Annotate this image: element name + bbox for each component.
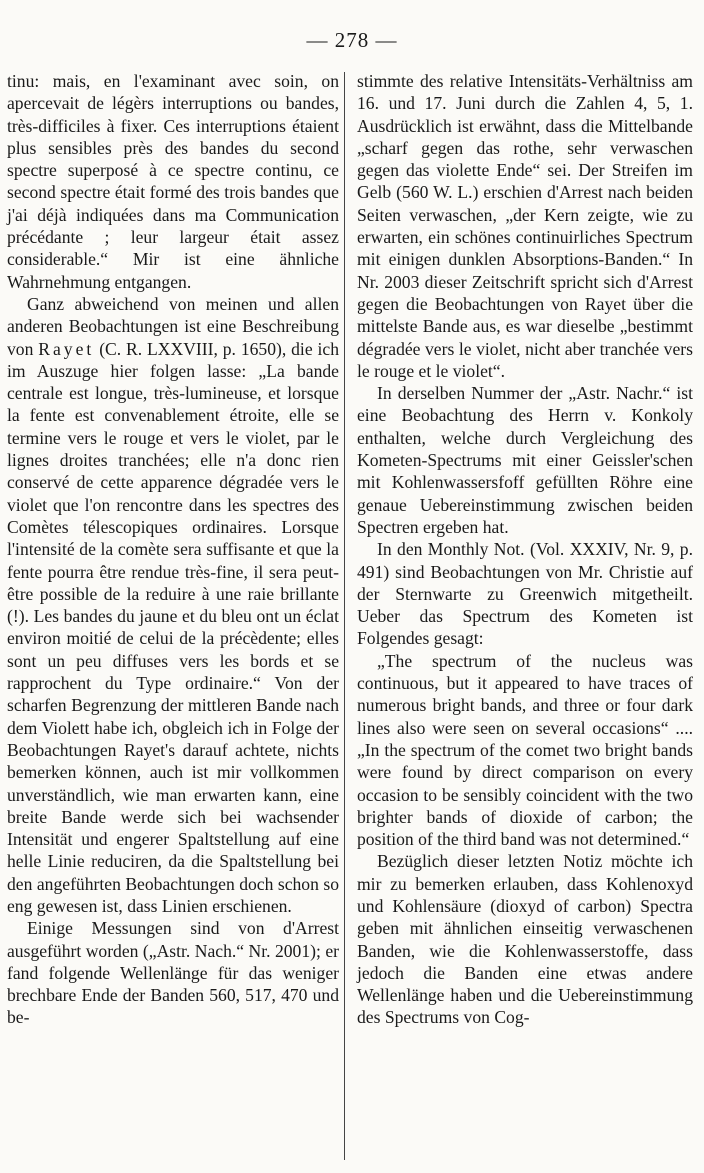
author-name: Rayet bbox=[38, 338, 95, 359]
paragraph-text: (C. R. LXXVIII, p. 1650), die ich im Auszuge hier folgen lasse: „La bande centrale est longue, très-lumineuse, et lorsque la fente est convenablement étroite, elle se termine vers le rouge et vers le violet, par le lignes droites tranchées; elle n'a donc rien conservé de cette apparence dégradée vers le violet que l'on rencontre dans les spectres des Comètes télescopiques ordinaires. Lorsque l'intensité de la comète sera suffisante et que la fente pourra être rendue très-fine, il sera peut-être possible de la reduire à une raie brillante (!). Les bandes du jaune et du bleu ont un éclat environ moitié de celui de la précèdente; elles sont un peu diffuses vers les bords et se rapprochent du Type ordinaire.“ Von der scharfen Begrenzung der mittleren Bande nach dem Violett habe ich, obgleich ich in Folge der Beobachtungen Rayet's darauf achtete, nichts bemerken können, auch ist mir vollkommen unverständlich, wie man erwarten kann, eine breite Bande werde sich bei wachsender Intensität und engerer Spaltstellung auf eine helle Linie reduciren, da die Spaltstellung bei den angeführten Beobachtungen doch schon so eng gewesen ist, dass Linien erschienen. bbox=[7, 338, 339, 916]
paragraph-text: Ganz abweichend von meinen und allen anderen Beobachtungen ist eine Beschreibung von bbox=[7, 293, 339, 359]
paragraph: tinu: mais, en l'examinant avec soin, on apercevait de légèrs interruptions ou bandes, très-difficiles à fixer. Ces interruptions étaient plus sensibles près des bandes du second spectre superposé à ce spectre continu, ce second spectre était formé des trois bandes que j'ai déjà indiquées dans ma Communication précédante ; leur largeur était assez considerable.“ Mir ist eine ähnliche Wahrnehmung entgangen. bbox=[7, 71, 339, 292]
column-divider bbox=[344, 72, 345, 1160]
paragraph: In derselben Nummer der „Astr. Nachr.“ ist eine Beobachtung des Herrn v. Konkoly enthalten, welche durch Vergleichung des Kometen-Spectrums mit einer Geissler'schen mit Kohlenwassersfoff gefüllten Röhre eine genaue Uebereinstimmung zwischen beiden Spectren ergeben hat. bbox=[357, 383, 693, 537]
page-number: — 278 — bbox=[306, 28, 398, 52]
quotation: „The spectrum of the nucleus was continuous, but it appeared to have traces of numerous bright bands, and three or four dark lines also were seen on several occasions“ .... „In the spectrum of the comet two bright bands were found by direct comparison on every occasion to be sensibly coincident with the two brighter bands of dioxide of carbon; the position of the third band was not determined.“ bbox=[357, 650, 693, 850]
paragraph: Bezüglich dieser letzten Notiz möchte ich mir zu bemerken erlauben, dass Kohlenoxyd und Kohlensäure (dioxyd of carbon) Spectra geben mit ähnlichen einseitig verwaschenen Banden, wie die Kohlenwasserstoffe, dass jedoch die Banden eine etwas andere Wellenlänge haben und die Uebereinstimmung des Spectrums von Cog- bbox=[357, 851, 693, 1028]
paragraph: stimmte des relative Intensitäts-Verhältniss am 16. und 17. Juni durch die Zahlen 4, 5, 1. Ausdrücklich ist erwähnt, dass die Mittelbande „scharf gegen das rothe, sehr verwaschen gegen das violette Ende“ sei. Der Streifen im Gelb (560 W. L.) erschien d'Arrest nach beiden Seiten verwaschen, „der Kern zeigte, wie zu erwarten, ein schönes continuirliches Spectrum mit einigen dunklen Absorptions-Banden.“ In Nr. 2003 dieser Zeitschrift spricht sich d'Arrest gegen die Beobachtungen von Rayet über die mittelste Bande aus, es war dieselbe „bestimmt dégradée vers le violet, nicht aber tranchée vers le rouge et le violet“. bbox=[357, 71, 693, 381]
right-column bbox=[357, 70, 693, 1029]
paragraph: In den Monthly Not. (Vol. XXXIV, Nr. 9, p. 491) sind Beobachtungen von Mr. Christie auf der Sternwarte zu Greenwich mitgetheilt. Ueber das Spectrum des Kometen ist Folgendes gesagt: bbox=[357, 539, 693, 649]
paragraph bbox=[7, 293, 339, 917]
left-column bbox=[7, 70, 339, 1029]
paragraph: Einige Messungen sind von d'Arrest ausgeführt worden („Astr. Nach.“ Nr. 2001); er fand folgende Wellenlänge für das weniger brechbare Ende der Banden 560, 517, 470 und be- bbox=[7, 918, 339, 1028]
